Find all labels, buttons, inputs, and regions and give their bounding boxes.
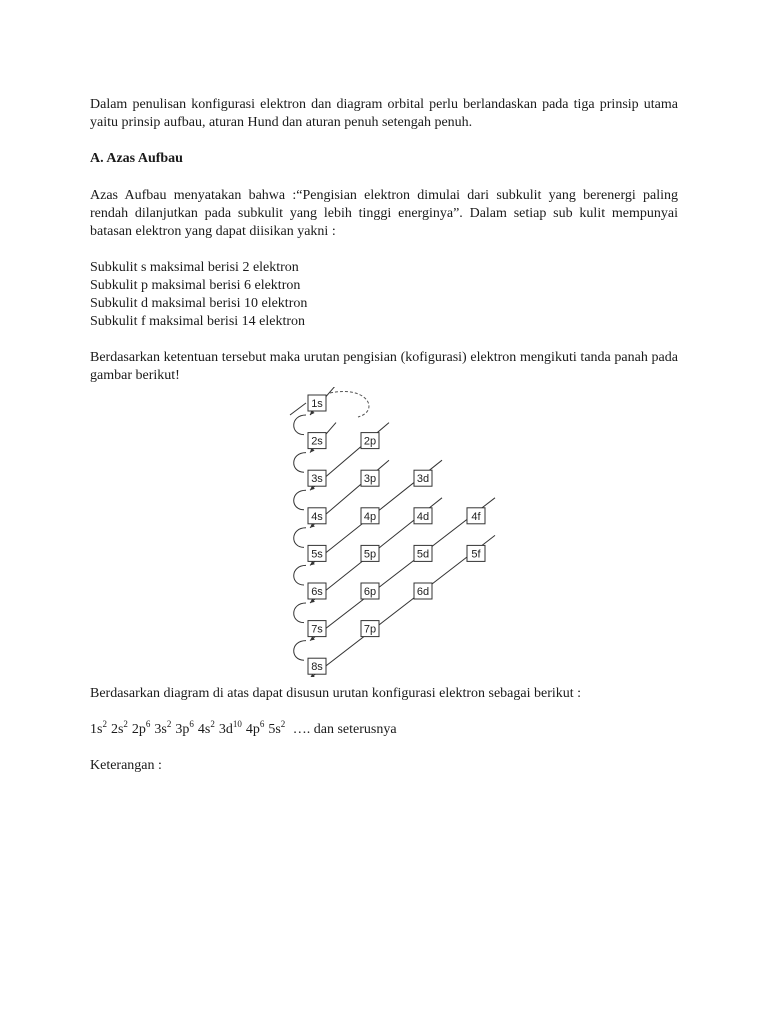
config-electrons: 2 — [210, 719, 215, 729]
config-electrons: 2 — [123, 719, 128, 729]
orbital-label: 3p — [363, 473, 377, 486]
orbital-label: 7s — [311, 623, 323, 636]
config-orbital: 3p — [175, 722, 190, 737]
orbital-label: 5s — [311, 548, 323, 561]
aufbau-diagram-svg — [90, 387, 678, 677]
orbital-label: 6s — [311, 586, 323, 598]
config-orbital: 4s — [197, 722, 211, 737]
config-orbital: 2s — [110, 722, 124, 737]
connector-loop — [294, 415, 306, 435]
orbital-label: 5d — [416, 548, 430, 561]
entry-arrow — [290, 403, 306, 415]
intro-paragraph: Dalam penulisan konfigurasi elektron dan diagram orbital perlu berlandaskan pada tiga prinsip utama yaitu prinsip aufbau, aturan Hund dan aturan penuh setengah penuh. — [90, 97, 678, 130]
orbital-label: 5f — [471, 548, 481, 561]
config-term — [245, 719, 265, 737]
config-electrons: 2 — [166, 719, 172, 729]
config-suffix: …. dan seterusnya — [289, 722, 397, 737]
config-term — [131, 719, 151, 737]
list-item: Subkulit f maksimal berisi 14 elektron — [90, 314, 306, 329]
orbital-label: 3d — [416, 473, 430, 486]
orbital-label: 2p — [363, 435, 377, 448]
document-page — [90, 96, 678, 775]
orbital-label: 1s — [311, 398, 323, 410]
top-loop-dashed — [330, 391, 369, 417]
connector-loop — [294, 453, 306, 473]
connector-loop — [294, 528, 306, 548]
config-term — [197, 719, 215, 737]
connector-loop — [294, 603, 306, 623]
orbital-label: 5p — [363, 548, 377, 561]
orbital-label: 3s — [311, 473, 323, 486]
orbital-label: 2s — [311, 435, 323, 448]
config-electrons: 6 — [189, 719, 194, 729]
orbital-label: 6d — [416, 586, 430, 598]
config-term — [218, 719, 242, 737]
config-electrons: 2 — [102, 719, 107, 729]
order-paragraph: Berdasarkan ketentuan tersebut maka urutan pengisian (kofigurasi) elektron mengikuti tanda panah pada gambar berikut! — [90, 350, 678, 383]
config-orbital: 3s — [154, 722, 167, 737]
config-term — [175, 719, 194, 737]
aufbau-diagram — [90, 387, 678, 677]
list-item: Subkulit d maksimal berisi 10 elektron — [90, 296, 308, 311]
config-orbital: 4p — [245, 722, 260, 737]
config-term — [154, 719, 172, 737]
config-orbital: 3d — [218, 722, 233, 737]
list-item: Subkulit s maksimal berisi 2 elektron — [90, 260, 299, 275]
config-electrons: 6 — [145, 719, 151, 729]
connector-loop — [294, 565, 306, 585]
connector-loop — [294, 490, 306, 510]
subshell-capacity-list — [90, 259, 678, 331]
orbital-label: 4p — [363, 510, 377, 523]
config-term — [110, 719, 128, 737]
keterangan-label: Keterangan : — [90, 758, 162, 773]
config-orbital: 5s — [268, 722, 281, 737]
config-orbital: 1s — [90, 722, 103, 737]
orbital-label: 4s — [311, 510, 323, 523]
aufbau-paragraph: Azas Aufbau menyatakan bahwa :“Pengisian elektron dimulai dari subkulit yang berenergi paling rendah dilanjutkan pada subkulit yang lebih tinggi energinya”. Dalam setiap sub kulit mempunyai batasan elektron yang dapat diisikan yakni : — [90, 188, 678, 239]
config-term — [90, 719, 107, 737]
electron-configuration — [90, 721, 678, 739]
config-electrons: 10 — [232, 719, 242, 729]
orbital-label: 8s — [311, 661, 323, 674]
connector-loop — [294, 641, 306, 661]
after-diagram-paragraph: Berdasarkan diagram di atas dapat disusun urutan konfigurasi elektron sebagai berikut : — [90, 686, 582, 701]
config-electrons: 2 — [280, 719, 286, 729]
list-item: Subkulit p maksimal berisi 6 elektron — [90, 278, 301, 293]
orbital-label: 4f — [471, 510, 481, 523]
section-heading: A. Azas Aufbau — [90, 151, 183, 166]
orbital-label: 7p — [363, 623, 377, 636]
config-term — [268, 719, 286, 737]
config-orbital: 2p — [131, 722, 146, 737]
orbital-label: 4d — [416, 510, 430, 523]
orbital-label: 6p — [363, 586, 377, 598]
config-electrons: 6 — [259, 719, 265, 729]
